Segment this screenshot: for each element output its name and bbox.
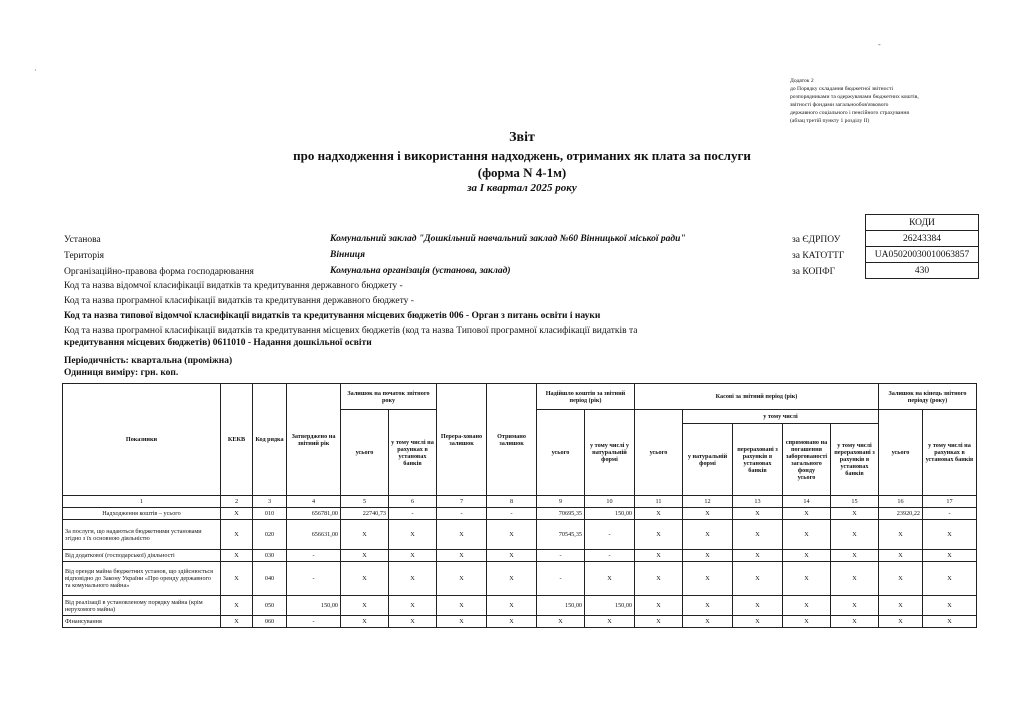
table-row — [63, 550, 977, 562]
table-cell: X — [683, 562, 733, 596]
classification-line-1: Код та назва відомчої класифікації видатків та кредитування державного бюджету - — [64, 281, 403, 291]
table-cell: X — [783, 596, 831, 616]
table-cell: X — [487, 562, 537, 596]
table-cell: X — [487, 550, 537, 562]
classification-line-3: Код та назва типової відомчої класифікації видатків та кредитування місцевих бюджетів 006 - Орган з питань освіти і науки — [64, 311, 601, 321]
table-cell: - — [389, 508, 437, 520]
codes-header: КОДИ — [866, 215, 979, 231]
header-income-natural: у тому числі у натуральній формі — [585, 410, 635, 496]
col-num: 15 — [831, 496, 879, 508]
header-kekv: КЕКВ — [221, 384, 253, 496]
codes-table — [865, 214, 979, 279]
table-cell: X — [831, 550, 879, 562]
table-cell: X — [783, 550, 831, 562]
appendix-line: державного соціального і пенсійного страхування — [790, 110, 909, 116]
table-cell: 150,00 — [287, 596, 341, 616]
table-row — [63, 616, 977, 628]
report-period: за І квартал 2025 року — [467, 182, 577, 194]
table-cell: X — [389, 616, 437, 628]
table-cell: X — [683, 550, 733, 562]
table-cell: X — [635, 550, 683, 562]
table-cell: X — [537, 616, 585, 628]
table-cell: X — [683, 520, 733, 550]
col-num: 3 — [253, 496, 287, 508]
table-cell: X — [831, 616, 879, 628]
table-cell: X — [221, 562, 253, 596]
header-debt-total-label: усього — [797, 473, 816, 481]
table-cell: X — [389, 550, 437, 562]
table-cell: X — [879, 562, 923, 596]
table-cell: X — [221, 550, 253, 562]
code-label-edrpou: за ЄДРПОУ — [792, 235, 841, 245]
table-cell: 050 — [253, 596, 287, 616]
row-label: Надходження коштів – усього — [63, 508, 221, 520]
table-cell: 70545,35 — [537, 520, 585, 550]
col-num: 5 — [341, 496, 389, 508]
table-cell: 656781,00 — [287, 508, 341, 520]
table-cell: X — [341, 616, 389, 628]
table-cell: X — [783, 562, 831, 596]
table-cell: X — [733, 520, 783, 550]
table-cell: 70695,35 — [537, 508, 585, 520]
table-row — [63, 508, 977, 520]
appendix-line: до Порядку складання бюджетної звітності — [790, 86, 893, 92]
table-cell: X — [783, 616, 831, 628]
periodicity: Періодичність: квартальна (проміжна) — [64, 356, 233, 366]
table-cell: X — [635, 520, 683, 550]
table-cell: X — [683, 596, 733, 616]
table-cell: 150,00 — [537, 596, 585, 616]
table-cell: X — [831, 596, 879, 616]
table-cell: 22740,73 — [341, 508, 389, 520]
header-start-balance: Залишок на початок звітного року — [341, 384, 437, 410]
header-end-bank: у тому числі на рахунках в установах банків — [923, 410, 977, 496]
report-table — [62, 383, 977, 628]
header-cash: Касові за звітний період (рік) — [635, 384, 879, 410]
report-subtitle: про надходження і використання надходжень, отриманих як плата за послуги — [293, 148, 751, 163]
table-cell: X — [487, 616, 537, 628]
table-cell: - — [287, 616, 341, 628]
table-cell: X — [389, 596, 437, 616]
appendix-line: (абзац третій пункту 1 розділу II) — [790, 118, 870, 124]
row-label: Від додаткової (господарської) діяльності — [63, 550, 221, 562]
appendix-note — [790, 77, 980, 125]
header-indicators: Показники — [63, 384, 221, 496]
col-num: 1 — [63, 496, 221, 508]
code-edrpou: 26243384 — [866, 231, 979, 247]
table-cell: X — [831, 508, 879, 520]
table-cell: X — [923, 596, 977, 616]
table-cell: X — [683, 508, 733, 520]
table-cell: X — [437, 520, 487, 550]
classification-line-2: Код та назва програмної класифікації видатків та кредитування державного бюджету - — [64, 296, 414, 306]
table-cell: X — [879, 616, 923, 628]
table-cell: X — [635, 616, 683, 628]
classification-line-4b: кредитування місцевих бюджетів) 0611010 - Надання дошкільної освіти — [64, 338, 372, 348]
table-cell: 040 — [253, 562, 287, 596]
table-cell: X — [341, 550, 389, 562]
table-cell: - — [537, 550, 585, 562]
row-label: Від оренди майна бюджетних установ, що здійснюється відповідно до Закону України «Про оренду державного та комунального майна» — [63, 562, 221, 596]
table-cell: - — [287, 562, 341, 596]
table-cell: X — [221, 520, 253, 550]
table-cell: X — [437, 562, 487, 596]
info-label-legal-form: Організаційно-правова форма господарювання — [64, 267, 254, 277]
table-cell: X — [487, 596, 537, 616]
scan-speck: · — [34, 66, 37, 75]
col-num: 6 — [389, 496, 437, 508]
table-cell: 150,00 — [585, 596, 635, 616]
header-cash-to-accounts: перераховані з рахунків в установах банків — [733, 424, 783, 496]
table-cell: 030 — [253, 550, 287, 562]
col-num: 7 — [437, 496, 487, 508]
table-cell: X — [683, 616, 733, 628]
table-cell: X — [923, 562, 977, 596]
col-num: 14 — [783, 496, 831, 508]
info-label-territory: Територія — [64, 251, 105, 261]
table-cell: X — [923, 616, 977, 628]
info-value-institution: Комунальний заклад "Дошкільний навчальний заклад №60 Вінницької міської ради" — [330, 234, 686, 244]
table-cell: X — [733, 562, 783, 596]
table-cell: X — [831, 562, 879, 596]
report-form: (форма N 4-1м) — [477, 165, 567, 180]
table-cell: X — [437, 596, 487, 616]
table-cell: X — [783, 520, 831, 550]
info-value-legal-form: Комунальна організація (установа, заклад) — [330, 266, 511, 276]
table-cell: 060 — [253, 616, 287, 628]
col-num: 10 — [585, 496, 635, 508]
table-cell: X — [437, 550, 487, 562]
table-row — [63, 520, 977, 550]
table-cell: X — [733, 596, 783, 616]
col-num: 17 — [923, 496, 977, 508]
table-cell: 150,00 — [585, 508, 635, 520]
header-end-total: усього — [879, 410, 923, 496]
table-cell: X — [783, 508, 831, 520]
header-debt-total — [783, 424, 831, 496]
header-cash-incl: у тому числі — [683, 410, 879, 424]
col-num: 12 — [683, 496, 733, 508]
row-label: За послуги, що надаються бюджетними установами згідно з їх основною діяльністю — [63, 520, 221, 550]
scan-speck: - — [878, 40, 881, 49]
table-cell: X — [831, 520, 879, 550]
table-cell: X — [221, 596, 253, 616]
table-cell: X — [923, 550, 977, 562]
table-cell: X — [635, 596, 683, 616]
header-debt-transfer: у тому числі перераховані з рахунків в установах банків — [831, 424, 879, 496]
header-start-total: усього — [341, 410, 389, 496]
unit: Одиниця виміру: грн. коп. — [64, 368, 179, 378]
table-cell: X — [923, 520, 977, 550]
table-cell: X — [635, 562, 683, 596]
table-cell: X — [879, 520, 923, 550]
table-cell: X — [635, 508, 683, 520]
table-cell: - — [923, 508, 977, 520]
classification-line-4a: Код та назва програмної класифікації видатків та кредитування місцевих бюджетів (код та назва Типової програмної класифікації видатків та — [64, 326, 638, 336]
table-cell: - — [487, 508, 537, 520]
table-cell: X — [879, 550, 923, 562]
col-num: 4 — [287, 496, 341, 508]
header-end-balance: Залишок на кінець звітного періоду (року) — [879, 384, 977, 410]
table-row — [63, 562, 977, 596]
report-title: Звіт — [509, 130, 535, 145]
table-cell: X — [437, 616, 487, 628]
table-cell: - — [437, 508, 487, 520]
header-cash-total: усього — [635, 410, 683, 496]
header-income-total: усього — [537, 410, 585, 496]
code-kopfg: 430 — [866, 263, 979, 279]
table-cell: 020 — [253, 520, 287, 550]
table-cell: X — [221, 508, 253, 520]
col-num: 11 — [635, 496, 683, 508]
header-cash-natural: у натуральній формі — [683, 424, 733, 496]
table-cell: X — [487, 520, 537, 550]
code-label-kopfg: за КОПФГ — [792, 267, 836, 277]
header-received: Отримано залишок — [487, 384, 537, 496]
header-transferred: Перера-ховано залишок — [437, 384, 487, 496]
table-body — [63, 508, 977, 628]
table-cell: - — [537, 562, 585, 596]
header-row-code: Код рядка — [253, 384, 287, 496]
col-num: 13 — [733, 496, 783, 508]
table-cell: X — [585, 562, 635, 596]
table-cell: X — [879, 596, 923, 616]
table-cell: - — [585, 550, 635, 562]
table-cell: - — [585, 520, 635, 550]
table-cell: 656631,00 — [287, 520, 341, 550]
appendix-line: Додаток 2 — [790, 78, 814, 84]
code-katottg: UA05020030010063857 — [866, 247, 979, 263]
table-cell: 010 — [253, 508, 287, 520]
row-label: Від реалізації в установленому порядку майна (крім нерухомого майна) — [63, 596, 221, 616]
header-approved: Затверджено на звітний рік — [287, 384, 341, 496]
table-cell: X — [733, 616, 783, 628]
header-income: Надійшло коштів за звітний період (рік) — [537, 384, 635, 410]
table-cell: 23920,22 — [879, 508, 923, 520]
appendix-line: звітності фондами загальнообов'язкового — [790, 102, 889, 108]
col-num: 16 — [879, 496, 923, 508]
table-cell: X — [341, 596, 389, 616]
row-label: Фінансування — [63, 616, 221, 628]
col-num: 9 — [537, 496, 585, 508]
info-value-territory: Вінниця — [330, 250, 365, 260]
header-start-bank: у тому числі на рахунках в установах банків — [389, 410, 437, 496]
code-label-katottg: за КАТОТТГ — [792, 251, 845, 261]
table-cell: X — [733, 550, 783, 562]
info-label-institution: Установа — [64, 235, 101, 245]
table-cell: X — [389, 562, 437, 596]
table-cell: X — [341, 562, 389, 596]
table-cell: X — [733, 508, 783, 520]
table-cell: X — [585, 616, 635, 628]
column-numbers-row — [63, 496, 977, 508]
appendix-line: розпорядниками та одержувачами бюджетних коштів, — [790, 94, 919, 100]
table-cell: X — [221, 616, 253, 628]
col-num: 2 — [221, 496, 253, 508]
table-cell: - — [287, 550, 341, 562]
table-cell: X — [389, 520, 437, 550]
table-cell: X — [341, 520, 389, 550]
table-row — [63, 596, 977, 616]
header-debt: спрямовано на погашення заборгованості загального фонду — [785, 438, 828, 474]
col-num: 8 — [487, 496, 537, 508]
